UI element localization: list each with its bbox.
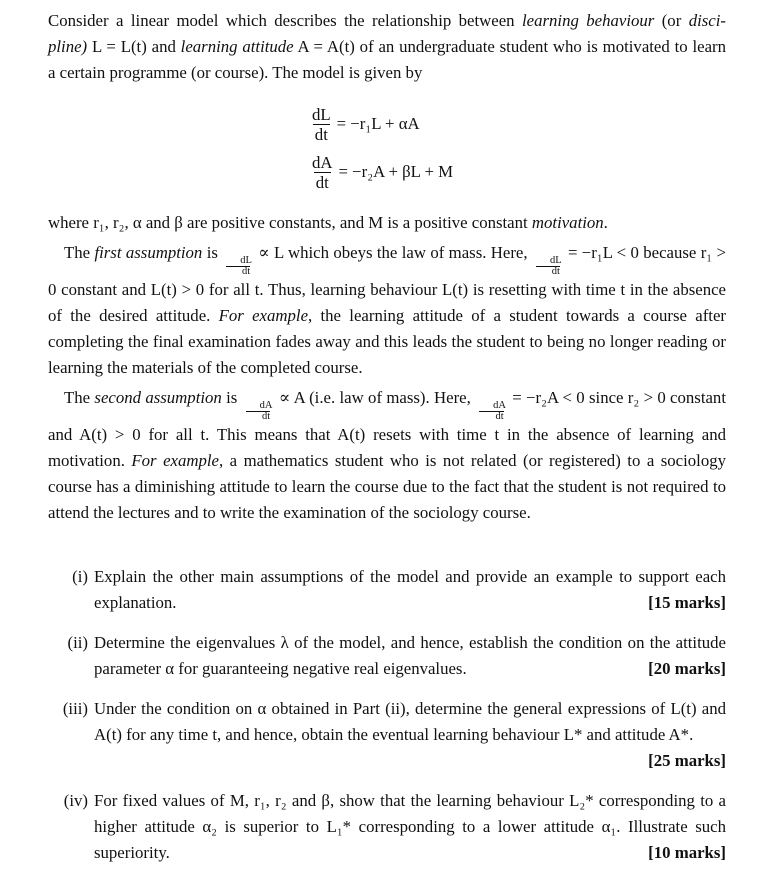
marks-label: [15 marks] <box>648 593 726 612</box>
marks-label: [20 marks] <box>648 659 726 678</box>
question-text: Explain the other main assumptions of the model and provide an example to support each explanation. <box>94 567 726 612</box>
question-label: (i) <box>72 567 88 586</box>
second-assumption-paragraph: The second assumption is $\frac{dA}{dt}$ ∝ A (i.e. law of mass). Here, $\frac{dA}{dt}$ = −r₂A < 0 since r₂ > 0 constant and A(t) > 0 for all t. This means that A(t) resets with time t in the absence of learning and motivation. For example, a mathematics student who is not related (or registered) to a sociology course has a diminishing attitude to learn the course due to the fact that the student is not required to attend the lectures and to write the examination of the sociology course. <box>48 388 727 522</box>
where-line: where r₁, r₂, α and β are positive constants, and M is a positive constant motivation. <box>48 213 608 232</box>
question-text: For fixed values of M, r₁, r₂ and β, show that the learning behaviour L₂* corresponding to a higher attitude α₂ is superior to L₁* corresponding to a lower attitude α₁. Illustrate such superiority. <box>94 791 726 862</box>
question-label: (iii) <box>62 699 88 718</box>
intro-paragraph: Consider a linear model which describes the relationship between learning behaviour (or disci-pline) L = L(t) and learning attitude A = A(t) of an undergraduate student who is motivated to learn a certain programme (or course). The model is given by <box>48 11 726 82</box>
question-text: Under the condition on α obtained in Part (ii), determine the general expressions of L(t) and A(t) for any time t, and hence, obtain the eventual learning behaviour L* and attitude A*. <box>94 699 726 744</box>
marks-label: [25 marks] <box>648 751 726 770</box>
question-item <box>48 788 726 866</box>
first-assumption-paragraph: The first assumption is $\frac{dL}{dt}$ ∝ L which obeys the law of mass. Here, $\frac{dL}{dt}$ = −r₁L < 0 because r₁ > 0 constant and L(t) > 0 for all t. Thus, learning behaviour L(t) is resetting with time t in the absence of the desired attitude. For example, the learning attitude of a student towards a course after completing the final examination fades away and this leads the student to being no longer reading or learning the materials of the completed course. <box>48 243 726 377</box>
question-item <box>48 630 726 682</box>
equation-2: $\frac{dA}{dt}$ = −r₂A + βL + M <box>312 152 454 192</box>
equation-1: $\frac{dL}{dt}$ = −r₁L + αA <box>312 104 420 144</box>
question-label: (iv) <box>63 791 88 810</box>
marks-label: [10 marks] <box>648 843 726 862</box>
question-item <box>48 564 726 616</box>
question-item <box>48 696 726 774</box>
equation-block <box>310 100 726 196</box>
question-text: Determine the eigenvalues λ of the model, and hence, establish the condition on the attitude parameter α for guaranteeing negative real eigenvalues. <box>94 633 726 678</box>
question-label: (ii) <box>67 633 88 652</box>
question-page <box>48 8 726 880</box>
